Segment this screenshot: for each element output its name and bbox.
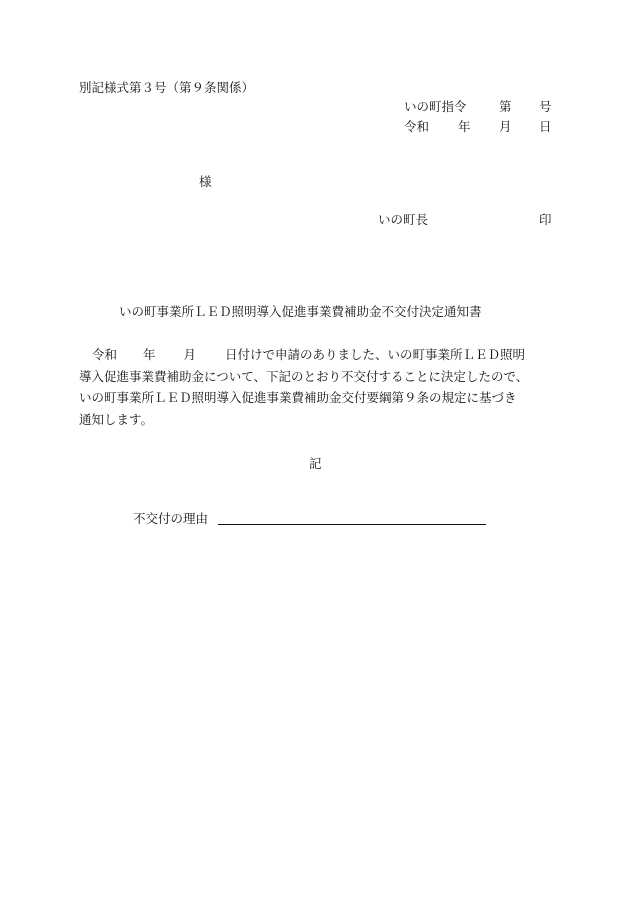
date-day-unit: 日 <box>539 119 552 134</box>
body-line-4: 通知します。 <box>79 411 154 427</box>
body-month-unit: 月 <box>183 347 197 362</box>
sender-name: いの町長 <box>378 212 429 227</box>
seal-mark: 印 <box>539 212 552 227</box>
reason-label: 不交付の理由 <box>133 511 209 526</box>
ki-heading: 記 <box>309 456 322 471</box>
reason-field[interactable] <box>218 524 486 525</box>
body-year-unit: 年 <box>143 347 156 362</box>
body-line-1 <box>79 344 551 366</box>
date-era: 令和 <box>404 119 430 134</box>
body-text <box>79 344 551 430</box>
body-line-3: いの町事業所ＬＥＤ照明導入促進事業費補助金交付要綱第９条の規定に基づき <box>79 390 517 405</box>
date-year-unit: 年 <box>458 119 471 134</box>
date-month-unit: 月 <box>499 119 512 134</box>
document-title: いの町事業所ＬＥＤ照明導入促進事業費補助金不交付決定通知書 <box>119 304 482 319</box>
ref-go: 号 <box>539 99 552 114</box>
ref-dai: 第 <box>499 99 512 114</box>
addressee-suffix: 様 <box>199 174 212 189</box>
body-line-1-rest: 日付けで申請のありました、いの町事業所ＬＥＤ照明 <box>225 347 526 362</box>
body-line-2: 導入促進事業費補助金について、下記のとおり不交付することに決定したので、 <box>79 368 529 384</box>
body-era: 令和 <box>92 347 118 362</box>
ref-issuer: いの町指令 <box>404 99 467 114</box>
form-label: 別記様式第３号（第９条関係） <box>79 80 255 95</box>
